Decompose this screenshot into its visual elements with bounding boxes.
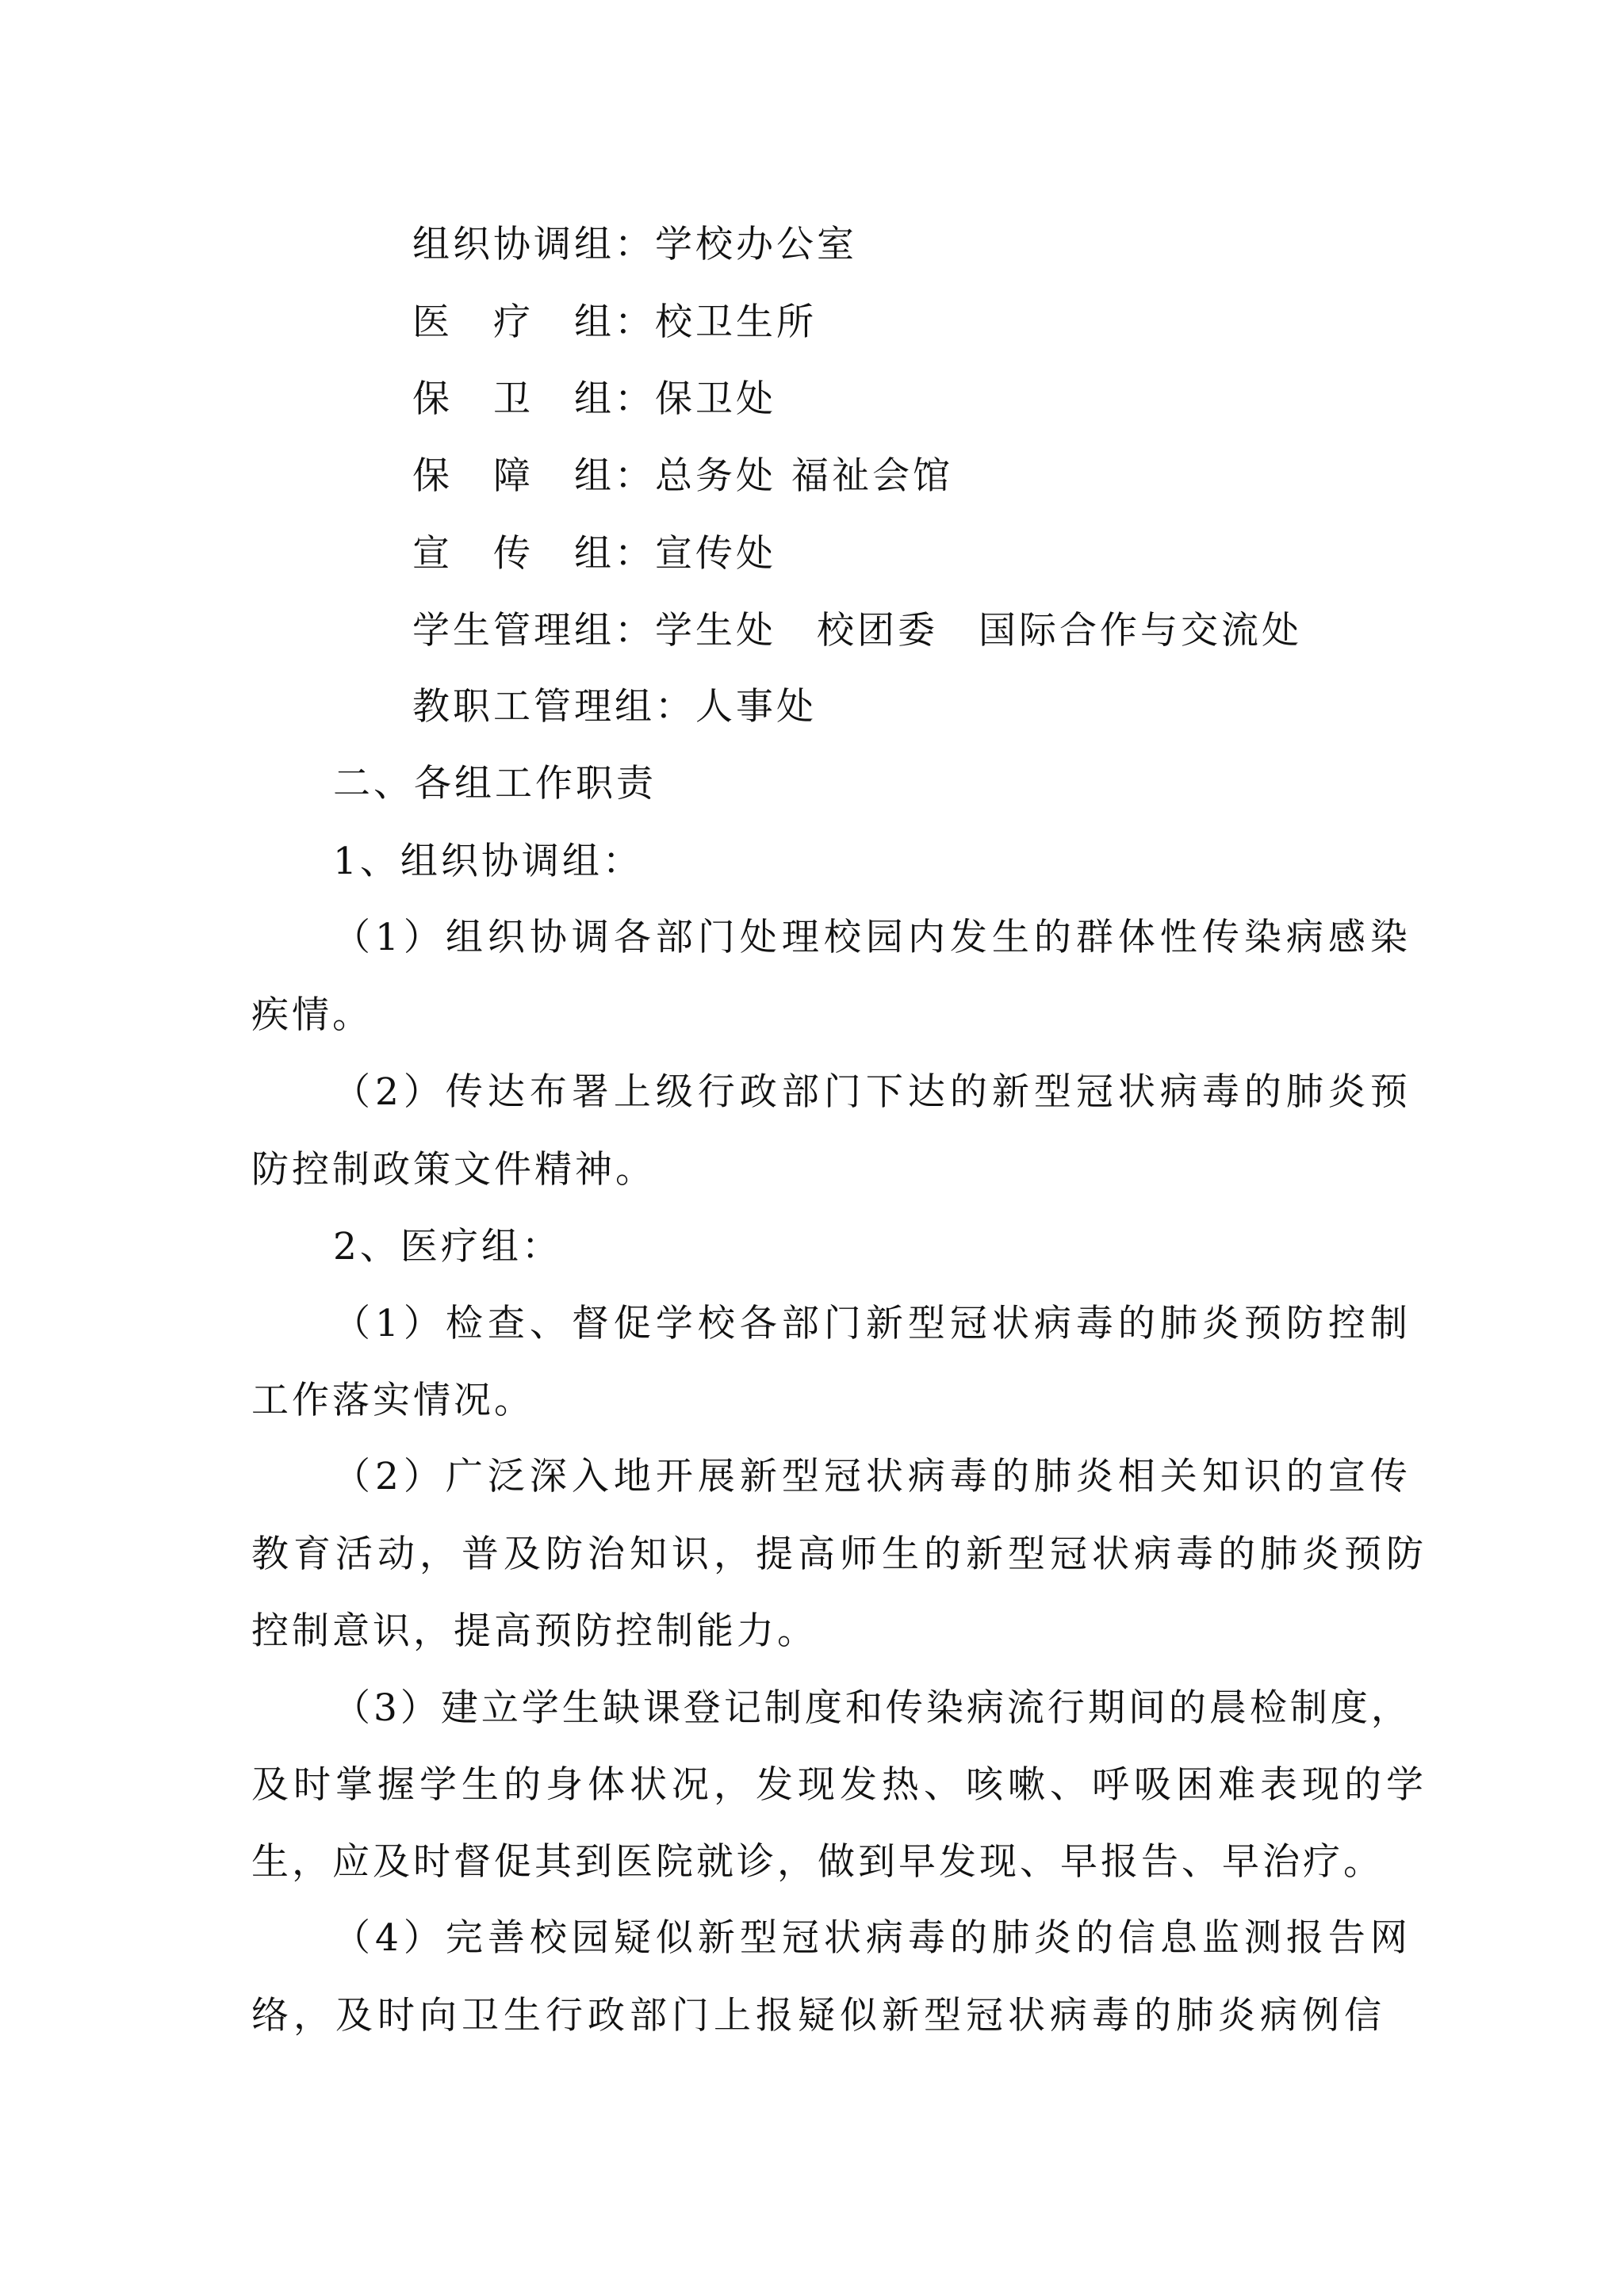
paragraph-first-line: （3）建立学生缺课登记制度和传染病流行期间的晨检制度， bbox=[333, 1686, 1411, 1730]
roster-label: 宣 传 组： bbox=[412, 532, 655, 576]
roster-line bbox=[412, 299, 817, 346]
roster-line bbox=[412, 221, 857, 269]
roster-label: 学生管理组： bbox=[412, 609, 655, 652]
paragraph-line: 及时掌握学生的身体状况，发现发热、咳嗽、呼吸困难表现的学 bbox=[251, 1763, 1428, 1807]
paragraph-line: 教育活动，普及防治知识，提高师生的新型冠状病毒的肺炎预防 bbox=[251, 1533, 1428, 1576]
paragraph-line: 防控制政策文件精神。 bbox=[251, 1148, 656, 1192]
roster-line bbox=[412, 530, 776, 578]
paragraph-first-line: （4）完善校园疑似新型冠状病毒的肺炎的信息监测报告网 bbox=[333, 1916, 1412, 1960]
paragraph-line: 工作落实情况。 bbox=[251, 1379, 534, 1422]
paragraph-first-line: （2）传达布署上级行政部门下达的新型冠状病毒的肺炎预 bbox=[333, 1070, 1412, 1114]
roster-value: 学生处 校团委 国际合作与交流处 bbox=[655, 609, 1302, 652]
roster-value: 宣传处 bbox=[655, 532, 776, 576]
paragraph-line: 生，应及时督促其到医院就诊，做到早发现、早报告、早治疗。 bbox=[251, 1840, 1384, 1884]
roster-line bbox=[412, 607, 1302, 655]
roster-value: 校卫生所 bbox=[655, 300, 817, 344]
group-title: 2、医疗组： bbox=[333, 1225, 562, 1269]
paragraph-line: 疾情。 bbox=[251, 993, 373, 1037]
roster-value: 保卫处 bbox=[655, 377, 776, 421]
roster-line bbox=[412, 453, 953, 500]
roster-value: 总务处 福祉会馆 bbox=[655, 454, 953, 498]
section-heading: 二、各组工作职责 bbox=[333, 762, 657, 806]
roster-value: 人事处 bbox=[695, 685, 817, 729]
roster-label: 保 卫 组： bbox=[412, 377, 655, 421]
roster-label: 医 疗 组： bbox=[412, 300, 655, 344]
roster-label: 教职工管理组： bbox=[412, 685, 695, 729]
roster-line bbox=[412, 683, 817, 731]
paragraph-first-line: （1）检查、督促学校各部门新型冠状病毒的肺炎预防控制 bbox=[333, 1302, 1412, 1345]
paragraph-line: 络，及时向卫生行政部门上报疑似新型冠状病毒的肺炎病例信 bbox=[251, 1994, 1386, 2038]
roster-label: 保 障 组： bbox=[412, 454, 655, 498]
paragraph-first-line: （2）广泛深入地开展新型冠状病毒的肺炎相关知识的宣传 bbox=[333, 1455, 1412, 1498]
roster-label: 组织协调组： bbox=[412, 223, 655, 266]
roster-line bbox=[412, 376, 776, 423]
group-title: 1、组织协调组： bbox=[333, 840, 643, 883]
roster-value: 学校办公室 bbox=[655, 223, 857, 266]
paragraph-line: 控制意识，提高预防控制能力。 bbox=[251, 1609, 818, 1653]
paragraph-first-line: （1）组织协调各部门处理校园内发生的群体性传染病感染 bbox=[333, 916, 1412, 959]
